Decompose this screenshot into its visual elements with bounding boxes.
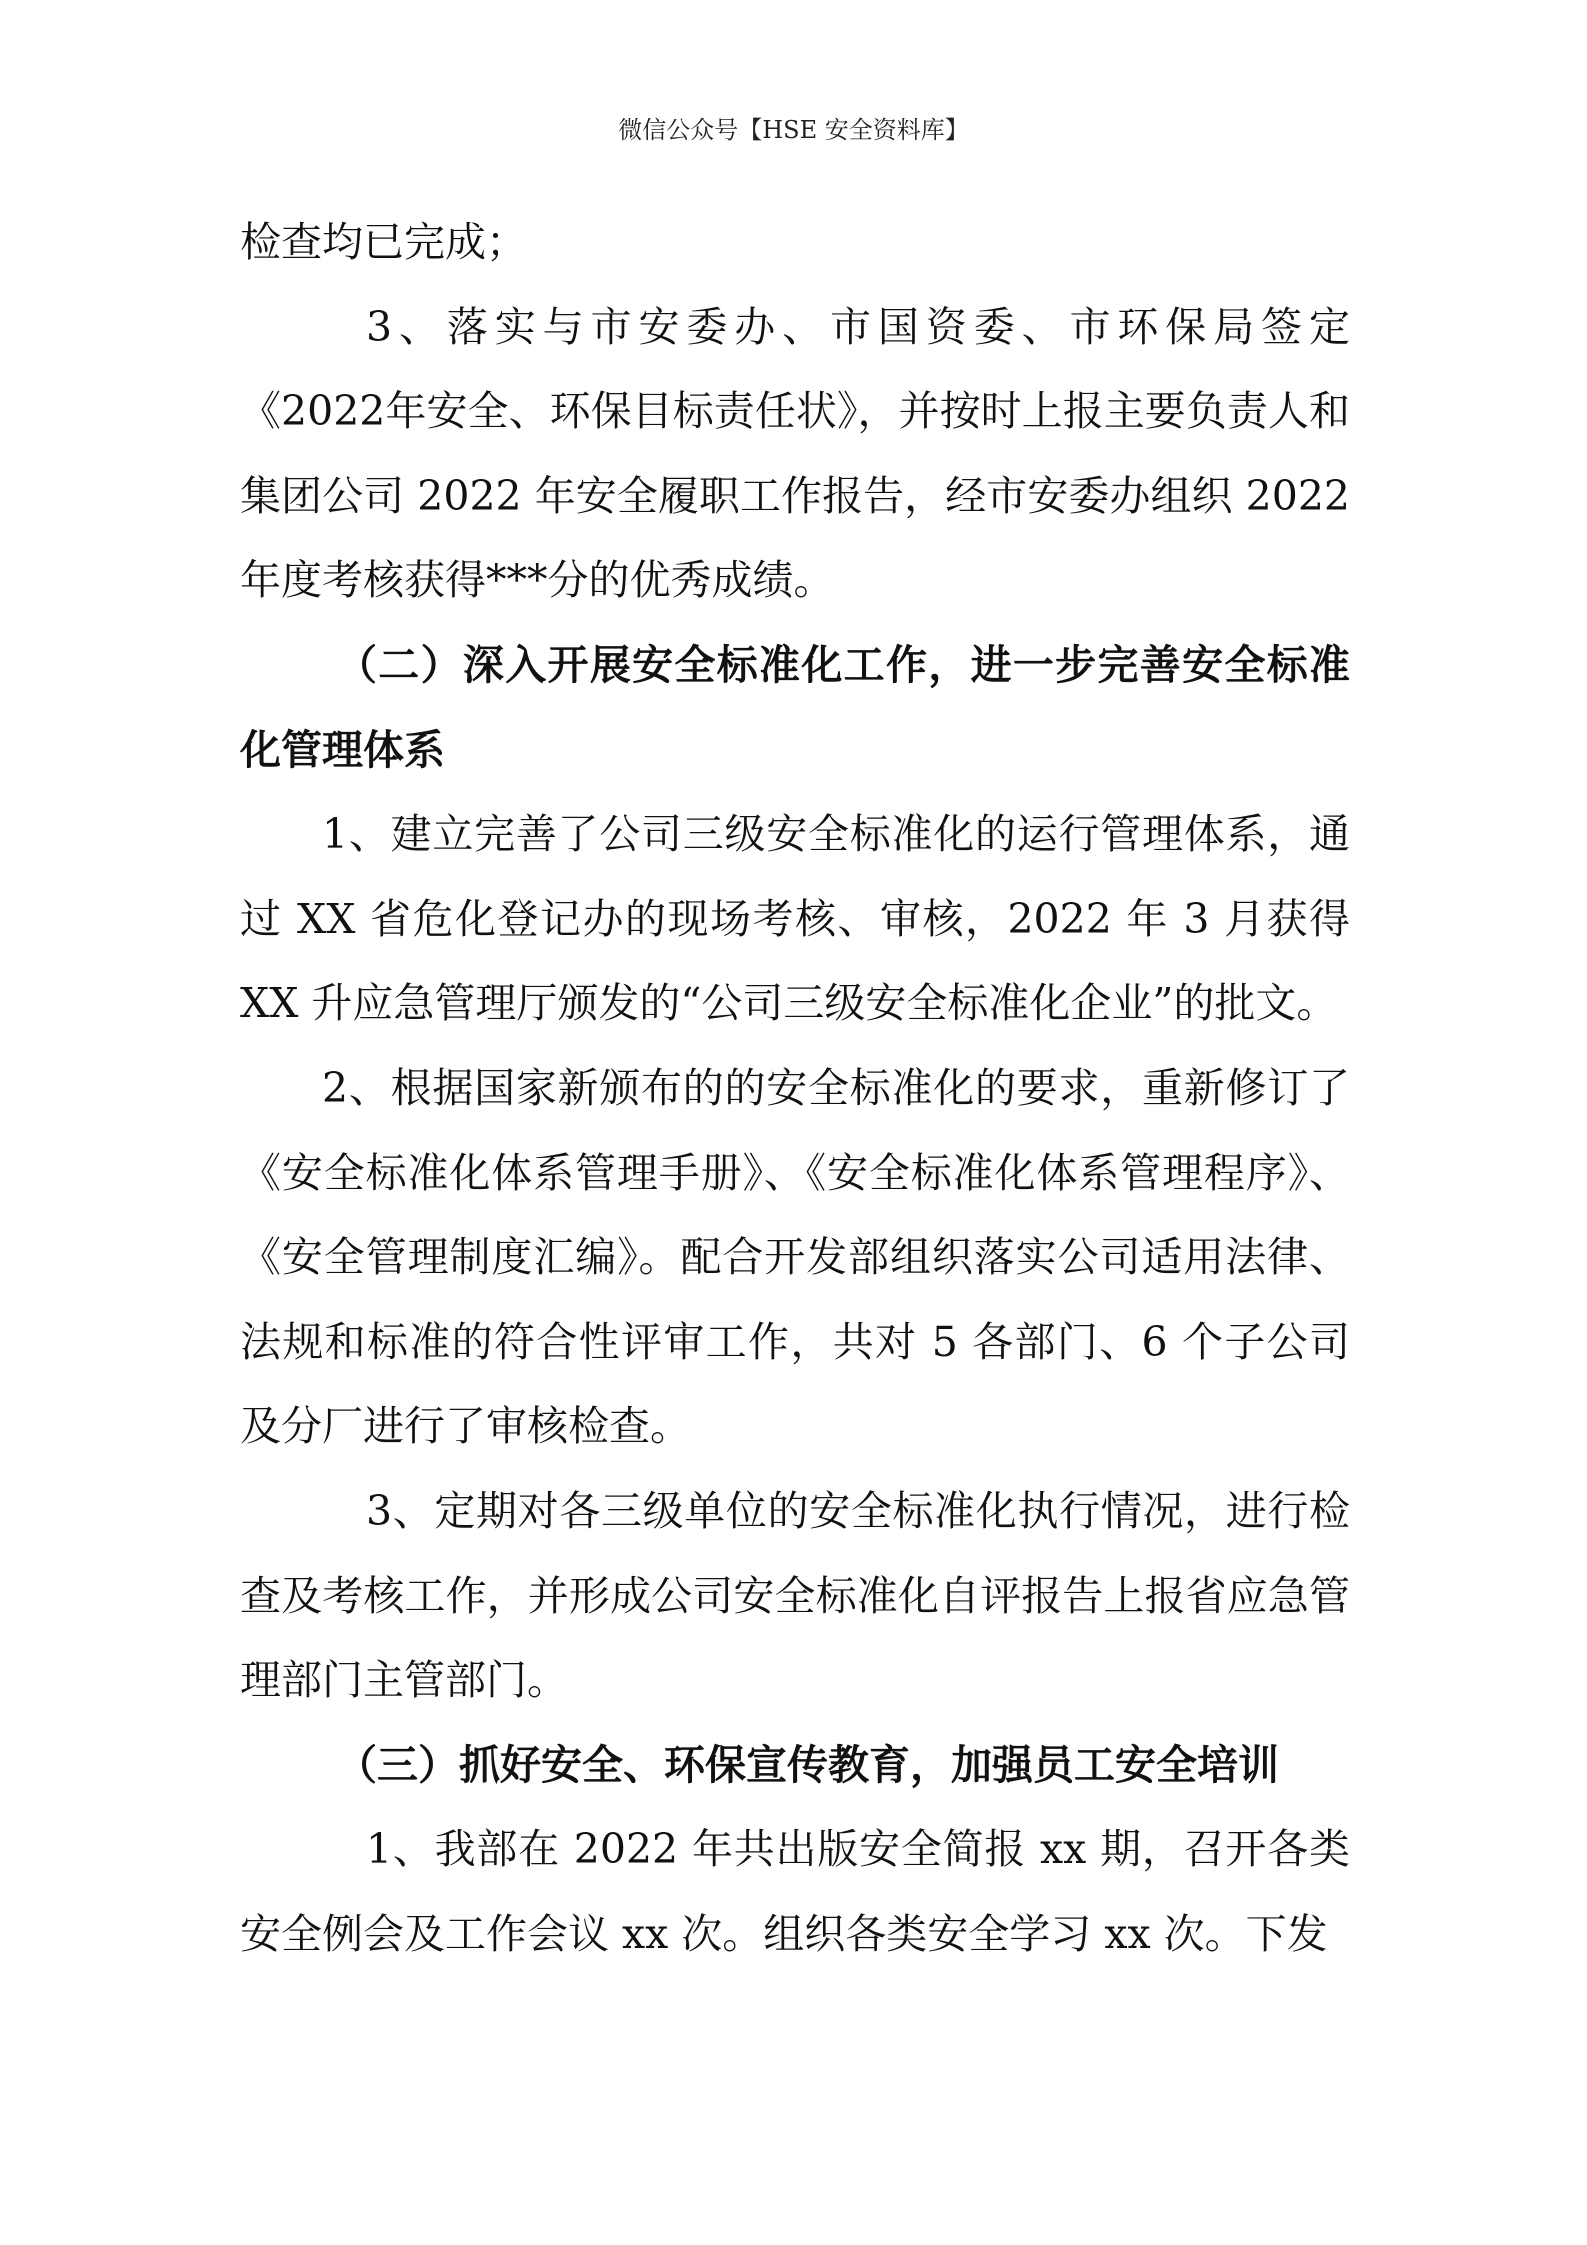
paragraph-standardization-system: 1、建立完善了公司三级安全标准化的运行管理体系，通过 XX 省危化登记办的现场考核、审核，2022 年 3 月获得 XX 升应急管理厅颁发的“公司三级安全标准化企业”的批文。: [240, 810, 1350, 1028]
paragraph-standardization-inspection: 3、定期对各三级单位的安全标准化执行情况，进行检查及考核工作，并形成公司安全标准化自评报告上报省应急管理部门主管部门。: [240, 1486, 1350, 1705]
section-heading-standardization: （二）深入开展安全标准化工作，进一步完善安全标准化管理体系: [240, 640, 1350, 774]
paragraph-training-bulletins: 1、我部在 2022 年共出版安全简报 xx 期，召开各类安全例会及工作会议 xx 次。组织各类安全学习 xx 次。下发: [240, 1825, 1350, 1958]
paragraph-safety-responsibility: 3、落实与市安委办、市国资委、市环保局签定《2022年安全、环保目标责任状》，并按时上报主要负责人和集团公司 2022 年安全履职工作报告，经市安委办组织 2022 年度考核获得***分的优秀成绩。: [240, 302, 1350, 605]
paragraph-standardization-revision: 2、根据国家新颁布的的安全标准化的要求，重新修订了《安全标准化体系管理手册》、《安全标准化体系管理程序》、《安全管理制度汇编》。配合开发部组织落实公司适用法律、法规和标准的符合性评审工作，共对 5 各部门、6 个子公司及分厂进行了审核检查。: [240, 1063, 1350, 1451]
page-header: 微信公众号【HSE 安全资料库】: [618, 116, 969, 144]
paragraph-continuation: 检查均已完成；: [240, 218, 527, 266]
section-heading-training: （三）抓好安全、环保宣传教育，加强员工安全培训: [336, 1740, 1279, 1789]
document-body: [240, 200, 1350, 1976]
